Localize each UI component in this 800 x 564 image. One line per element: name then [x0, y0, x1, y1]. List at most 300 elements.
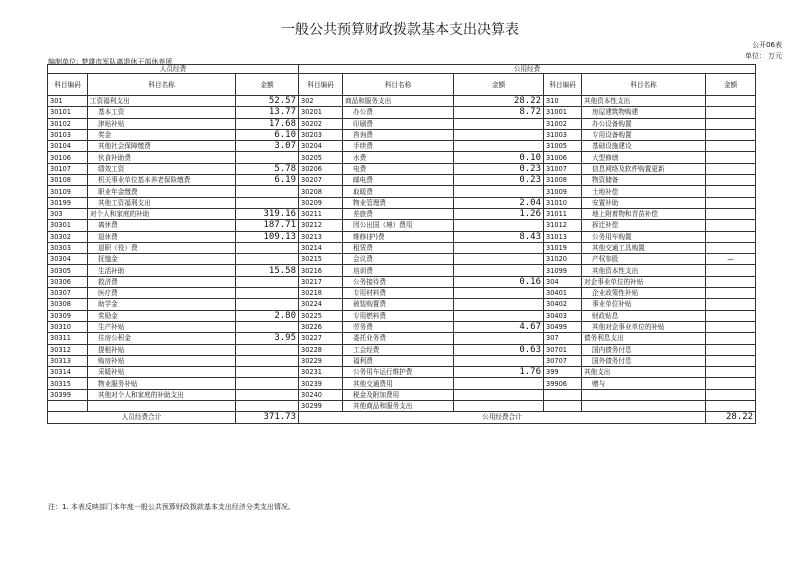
subject-name-cell: 公务接待费	[343, 276, 454, 287]
amount-cell	[706, 367, 756, 378]
header-amount: 金额	[236, 74, 299, 96]
table-row	[48, 254, 756, 265]
amount-cell: 109.13	[236, 231, 299, 242]
amount-cell	[706, 288, 756, 299]
table-row	[48, 265, 756, 276]
amount-cell	[454, 355, 544, 366]
subject-code-cell: 301	[48, 96, 88, 107]
amount-cell: 6.19	[236, 175, 299, 186]
amount-cell	[454, 129, 544, 140]
amount-cell	[454, 254, 544, 265]
subject-code-cell: 30107	[48, 163, 88, 174]
subject-code-cell: 30305	[48, 265, 88, 276]
subject-name-cell: 国外债务付息	[582, 355, 706, 366]
subject-code-cell: 30499	[544, 321, 582, 332]
amount-cell: —	[706, 254, 756, 265]
subject-code-cell: 30315	[48, 378, 88, 389]
subject-name-cell: 会议费	[343, 254, 454, 265]
table-row	[48, 389, 756, 400]
amount-cell	[706, 118, 756, 129]
subject-name-cell: 对企事业单位的补贴	[582, 276, 706, 287]
amount-cell	[454, 288, 544, 299]
subject-code-cell: 30203	[299, 129, 343, 140]
subject-code-cell: 30229	[299, 355, 343, 366]
subject-name-cell: 大型修缮	[582, 152, 706, 163]
subject-name-cell: 公务用车购置	[582, 231, 706, 242]
subject-name-cell: 其他资本性支出	[582, 96, 706, 107]
subject-name-cell: 债务利息支出	[582, 333, 706, 344]
subject-code-cell: 30302	[48, 231, 88, 242]
table-row	[48, 242, 756, 253]
amount-cell	[454, 242, 544, 253]
subject-name-cell: 生活补助	[88, 265, 236, 276]
unit-label: 单位：	[745, 52, 766, 60]
subject-code-cell: 39906	[544, 378, 582, 389]
subject-code-cell: 30399	[48, 389, 88, 400]
amount-cell	[454, 186, 544, 197]
amount-cell	[236, 186, 299, 197]
subject-code-cell: 30199	[48, 197, 88, 208]
subject-name-cell	[88, 401, 236, 412]
subject-name-cell: 公务用车运行维护费	[343, 367, 454, 378]
subject-name-cell: 咨询费	[343, 129, 454, 140]
subject-name-cell: 医疗费	[88, 288, 236, 299]
subject-code-cell: 30218	[299, 288, 343, 299]
amount-cell	[706, 163, 756, 174]
subject-name-cell: 物业服务补贴	[88, 378, 236, 389]
subject-code-cell: 30225	[299, 310, 343, 321]
amount-cell	[706, 186, 756, 197]
amount-cell: 8.43	[454, 231, 544, 242]
public-total-value: 28.22	[706, 412, 756, 423]
amount-cell: 0.23	[454, 163, 544, 174]
subject-name-cell: 采暖补贴	[88, 367, 236, 378]
subject-code-cell: 30304	[48, 254, 88, 265]
subject-code-cell: 31099	[544, 265, 582, 276]
subject-code-cell: 307	[544, 333, 582, 344]
amount-cell	[236, 152, 299, 163]
subject-code-cell: 30214	[299, 242, 343, 253]
amount-cell: 28.22	[454, 96, 544, 107]
subject-code-cell: 30311	[48, 333, 88, 344]
subject-name-cell: 产权参股	[582, 254, 706, 265]
table-row	[48, 175, 756, 186]
subject-code-cell: 30101	[48, 107, 88, 118]
subject-name-cell: 抚恤金	[88, 254, 236, 265]
table-row	[48, 118, 756, 129]
totals-row	[48, 412, 756, 423]
subject-name-cell: 差旅费	[343, 208, 454, 219]
amount-cell	[236, 197, 299, 208]
subject-code-cell: 30707	[544, 355, 582, 366]
table-row	[48, 288, 756, 299]
table-row	[48, 129, 756, 140]
subject-code-cell: 30206	[299, 163, 343, 174]
amount-cell	[454, 299, 544, 310]
subject-name-cell: 安置补助	[582, 197, 706, 208]
subject-name-cell: 办公设备购置	[582, 118, 706, 129]
subject-code-cell: 30213	[299, 231, 343, 242]
subject-name-cell: 地上附着物和青苗补偿	[582, 208, 706, 219]
subject-code-cell: 30308	[48, 299, 88, 310]
subject-code-cell: 30701	[544, 344, 582, 355]
amount-cell	[706, 208, 756, 219]
subject-code-cell: 30103	[48, 129, 88, 140]
amount-cell	[706, 96, 756, 107]
subject-code-cell: 31008	[544, 175, 582, 186]
amount-cell	[454, 220, 544, 231]
subject-name-cell: 印刷费	[343, 118, 454, 129]
amount-cell	[236, 276, 299, 287]
amount-cell	[236, 242, 299, 253]
amount-cell: 0.16	[454, 276, 544, 287]
subject-code-cell	[544, 389, 582, 400]
amount-cell	[706, 141, 756, 152]
org-label: 编制单位:	[48, 58, 79, 66]
amount-cell	[236, 344, 299, 355]
subject-code-cell: 303	[48, 208, 88, 219]
section-personnel-header: 人员经费	[48, 65, 299, 74]
subject-code-cell: 30212	[299, 220, 343, 231]
subject-name-cell: 生产补贴	[88, 321, 236, 332]
subject-name-cell: 住房公积金	[88, 333, 236, 344]
subject-name-cell: 取暖费	[343, 186, 454, 197]
amount-cell: 3.07	[236, 141, 299, 152]
amount-cell	[706, 231, 756, 242]
subject-name-cell: 房屋建筑物购建	[582, 107, 706, 118]
subject-code-cell: 30208	[299, 186, 343, 197]
amount-cell	[706, 389, 756, 400]
subject-name-cell: 专用设备购置	[582, 129, 706, 140]
subject-name-cell: 提租补贴	[88, 344, 236, 355]
subject-code-cell: 31010	[544, 197, 582, 208]
subject-name-cell: 财政贴息	[582, 310, 706, 321]
amount-cell: 0.10	[454, 152, 544, 163]
personnel-total-label: 人员经费合计	[48, 412, 236, 423]
subject-name-cell: 其他对个人和家庭的补助支出	[88, 389, 236, 400]
amount-cell	[236, 401, 299, 412]
subject-code-cell: 30403	[544, 310, 582, 321]
table-row	[48, 344, 756, 355]
subject-code-cell: 30401	[544, 288, 582, 299]
table-row	[48, 367, 756, 378]
subject-name-cell	[582, 401, 706, 412]
amount-cell	[236, 389, 299, 400]
subject-name-cell: 职业年金缴费	[88, 186, 236, 197]
subject-name-cell: 商品和服务支出	[343, 96, 454, 107]
subject-code-cell: 30215	[299, 254, 343, 265]
subject-name-cell: 租赁费	[343, 242, 454, 253]
subject-name-cell: 税金及附加费用	[343, 389, 454, 400]
amount-cell	[706, 333, 756, 344]
amount-cell	[454, 333, 544, 344]
subject-code-cell: 30309	[48, 310, 88, 321]
amount-cell: 0.63	[454, 344, 544, 355]
amount-cell	[706, 321, 756, 332]
subject-name-cell: 赠与	[582, 378, 706, 389]
subject-code-cell: 31009	[544, 186, 582, 197]
amount-cell	[236, 367, 299, 378]
amount-cell	[236, 378, 299, 389]
subject-code-cell: 30402	[544, 299, 582, 310]
subject-code-cell: 31006	[544, 152, 582, 163]
table-row	[48, 355, 756, 366]
page-title: 一般公共预算财政拨款基本支出决算表	[281, 22, 519, 38]
subject-name-cell: 购房补贴	[88, 355, 236, 366]
subject-name-cell: 培训费	[343, 265, 454, 276]
subject-name-cell: 信息网络及软件购置更新	[582, 163, 706, 174]
subject-name-cell: 伙食补助费	[88, 152, 236, 163]
subject-code-cell: 31001	[544, 107, 582, 118]
subject-name-cell: 奖金	[88, 129, 236, 140]
subject-code-cell: 31007	[544, 163, 582, 174]
header-code: 科目编码	[544, 74, 582, 96]
subject-name-cell: 退休费	[88, 231, 236, 242]
subject-name-cell: 其他交通工具购置	[582, 242, 706, 253]
subject-code-cell: 30207	[299, 175, 343, 186]
subject-name-cell: 维修(护)费	[343, 231, 454, 242]
table-row	[48, 231, 756, 242]
amount-cell	[706, 276, 756, 287]
table-row	[48, 96, 756, 107]
amount-cell	[706, 401, 756, 412]
table-row	[48, 378, 756, 389]
amount-cell: 2.04	[454, 197, 544, 208]
subject-code-cell: 30205	[299, 152, 343, 163]
subject-name-cell: 水费	[343, 152, 454, 163]
subject-code-cell: 30108	[48, 175, 88, 186]
subject-code-cell: 30307	[48, 288, 88, 299]
subject-name-cell	[582, 389, 706, 400]
amount-cell	[706, 299, 756, 310]
amount-cell	[454, 378, 544, 389]
subject-name-cell: 专用燃料费	[343, 310, 454, 321]
subject-code-cell: 30201	[299, 107, 343, 118]
subject-name-cell: 绩效工资	[88, 163, 236, 174]
subject-name-cell: 机关事业单位基本养老保险缴费	[88, 175, 236, 186]
subject-code-cell: 31020	[544, 254, 582, 265]
subject-name-cell: 工资福利支出	[88, 96, 236, 107]
amount-cell: 0.23	[454, 175, 544, 186]
subject-name-cell: 事业单位补贴	[582, 299, 706, 310]
subject-name-cell: 物资储备	[582, 175, 706, 186]
subject-name-cell: 对个人和家庭的补助	[88, 208, 236, 219]
subject-code-cell: 30314	[48, 367, 88, 378]
amount-cell	[454, 141, 544, 152]
amount-cell	[706, 265, 756, 276]
amount-cell: 3.95	[236, 333, 299, 344]
subject-name-cell: 工会经费	[343, 344, 454, 355]
amount-cell: 6.10	[236, 129, 299, 140]
table-row	[48, 141, 756, 152]
subject-code-cell: 31005	[544, 141, 582, 152]
table-row	[48, 299, 756, 310]
subject-name-cell: 企业政策性补贴	[582, 288, 706, 299]
subject-code-cell: 31013	[544, 231, 582, 242]
subject-code-cell: 30109	[48, 186, 88, 197]
subject-name-cell: 土地补偿	[582, 186, 706, 197]
subject-name-cell: 救济费	[88, 276, 236, 287]
subject-name-cell: 其他支出	[582, 367, 706, 378]
subject-name-cell: 其他工资福利支出	[88, 197, 236, 208]
amount-cell	[706, 152, 756, 163]
subject-name-cell: 基本工资	[88, 107, 236, 118]
subject-code-cell: 30303	[48, 242, 88, 253]
subject-name-cell: 退职（役）费	[88, 242, 236, 253]
amount-cell	[454, 118, 544, 129]
subject-code-cell: 302	[299, 96, 343, 107]
amount-cell	[706, 242, 756, 253]
subject-code-cell: 30313	[48, 355, 88, 366]
amount-cell: 8.72	[454, 107, 544, 118]
subject-code-cell: 30228	[299, 344, 343, 355]
subject-name-cell: 其他交通费用	[343, 378, 454, 389]
amount-cell	[706, 378, 756, 389]
subject-name-cell: 国内债务付息	[582, 344, 706, 355]
public-total-label: 公用经费合计	[299, 412, 706, 423]
amount-cell	[454, 310, 544, 321]
subject-code-cell: 30106	[48, 152, 88, 163]
subject-code-cell: 30239	[299, 378, 343, 389]
subject-name-cell: 专用材料费	[343, 288, 454, 299]
subject-name-cell: 助学金	[88, 299, 236, 310]
subject-name-cell: 其他商品和服务支出	[343, 401, 454, 412]
subject-code-cell: 30306	[48, 276, 88, 287]
table-row	[48, 208, 756, 219]
subject-code-cell: 30312	[48, 344, 88, 355]
header-amount: 金额	[706, 74, 756, 96]
amount-cell	[706, 175, 756, 186]
unit-indicator	[743, 51, 782, 61]
subject-name-cell: 劳务费	[343, 321, 454, 332]
subject-code-cell: 30310	[48, 321, 88, 332]
subject-code-cell	[48, 401, 88, 412]
amount-cell	[454, 401, 544, 412]
amount-cell	[236, 299, 299, 310]
amount-cell	[236, 288, 299, 299]
subject-code-cell: 310	[544, 96, 582, 107]
table-row	[48, 152, 756, 163]
header-code: 科目编码	[48, 74, 88, 96]
amount-cell	[706, 197, 756, 208]
table-row	[48, 107, 756, 118]
subject-code-cell: 30231	[299, 367, 343, 378]
subject-code-cell: 30102	[48, 118, 88, 129]
amount-cell: 5.78	[236, 163, 299, 174]
subject-code-cell: 30226	[299, 321, 343, 332]
subject-name-cell: 离休费	[88, 220, 236, 231]
header-name: 科目名称	[88, 74, 236, 96]
table-row	[48, 197, 756, 208]
table-row	[48, 310, 756, 321]
subject-code-cell: 30227	[299, 333, 343, 344]
subject-code-cell: 30240	[299, 389, 343, 400]
subject-name-cell: 其他对企事业单位的补贴	[582, 321, 706, 332]
subject-code-cell: 30224	[299, 299, 343, 310]
form-code: 公开06表	[752, 41, 782, 49]
header-name: 科目名称	[582, 74, 706, 96]
amount-cell: 17.68	[236, 118, 299, 129]
subject-name-cell: 基础设施建设	[582, 141, 706, 152]
amount-cell	[706, 355, 756, 366]
subject-name-cell: 被装购置费	[343, 299, 454, 310]
amount-cell	[706, 310, 756, 321]
amount-cell	[236, 355, 299, 366]
subject-name-cell: 拆迁补偿	[582, 220, 706, 231]
subject-name-cell: 其他资本性支出	[582, 265, 706, 276]
subject-code-cell: 31003	[544, 129, 582, 140]
subject-code-cell: 31019	[544, 242, 582, 253]
amount-cell	[706, 107, 756, 118]
subject-code-cell: 30216	[299, 265, 343, 276]
amount-cell: 13.77	[236, 107, 299, 118]
header-amount: 金额	[454, 74, 544, 96]
amount-cell	[454, 389, 544, 400]
amount-cell	[236, 254, 299, 265]
subject-code-cell: 30217	[299, 276, 343, 287]
amount-cell	[706, 129, 756, 140]
subject-code-cell: 30299	[299, 401, 343, 412]
amount-cell	[706, 220, 756, 231]
subject-code-cell: 31002	[544, 118, 582, 129]
subject-code-cell: 30204	[299, 141, 343, 152]
footnote: 注：1. 本表反映部门本年度一般公共预算财政拨款基本支出经济分类支出情况。	[48, 503, 295, 511]
personnel-total-value: 371.73	[236, 412, 299, 423]
subject-code-cell: 399	[544, 367, 582, 378]
amount-cell	[236, 321, 299, 332]
section-public-header: 公用经费	[299, 65, 756, 74]
amount-cell: 1.26	[454, 208, 544, 219]
subject-name-cell: 委托业务费	[343, 333, 454, 344]
subject-code-cell: 30301	[48, 220, 88, 231]
subject-code-cell: 31012	[544, 220, 582, 231]
subject-name-cell: 福利费	[343, 355, 454, 366]
subject-name-cell: 津贴补贴	[88, 118, 236, 129]
unit-value: 万元	[768, 52, 782, 60]
subject-name-cell: 办公费	[343, 107, 454, 118]
amount-cell: 2.80	[236, 310, 299, 321]
subject-name-cell: 物业管理费	[343, 197, 454, 208]
subject-name-cell: 电费	[343, 163, 454, 174]
expenditure-table	[47, 64, 756, 424]
subject-code-cell: 30209	[299, 197, 343, 208]
amount-cell: 187.71	[236, 220, 299, 231]
table-row	[48, 276, 756, 287]
table-row	[48, 333, 756, 344]
amount-cell: 1.76	[454, 367, 544, 378]
subject-code-cell	[544, 401, 582, 412]
subject-name-cell: 邮电费	[343, 175, 454, 186]
amount-cell: 52.57	[236, 96, 299, 107]
header-code: 科目编码	[299, 74, 343, 96]
amount-cell	[454, 265, 544, 276]
amount-cell: 4.67	[454, 321, 544, 332]
subject-code-cell: 31011	[544, 208, 582, 219]
table-row	[48, 220, 756, 231]
org-name: 楚雄市军队离退休干部休养所	[81, 58, 173, 66]
subject-name-cell: 因公出国（境）费用	[343, 220, 454, 231]
header-name: 科目名称	[343, 74, 454, 96]
table-row	[48, 186, 756, 197]
subject-name-cell: 手续费	[343, 141, 454, 152]
amount-cell	[706, 344, 756, 355]
table-row	[48, 163, 756, 174]
subject-code-cell: 30202	[299, 118, 343, 129]
amount-cell: 319.16	[236, 208, 299, 219]
subject-name-cell: 奖励金	[88, 310, 236, 321]
subject-name-cell: 其他社会保障缴费	[88, 141, 236, 152]
subject-code-cell: 30211	[299, 208, 343, 219]
